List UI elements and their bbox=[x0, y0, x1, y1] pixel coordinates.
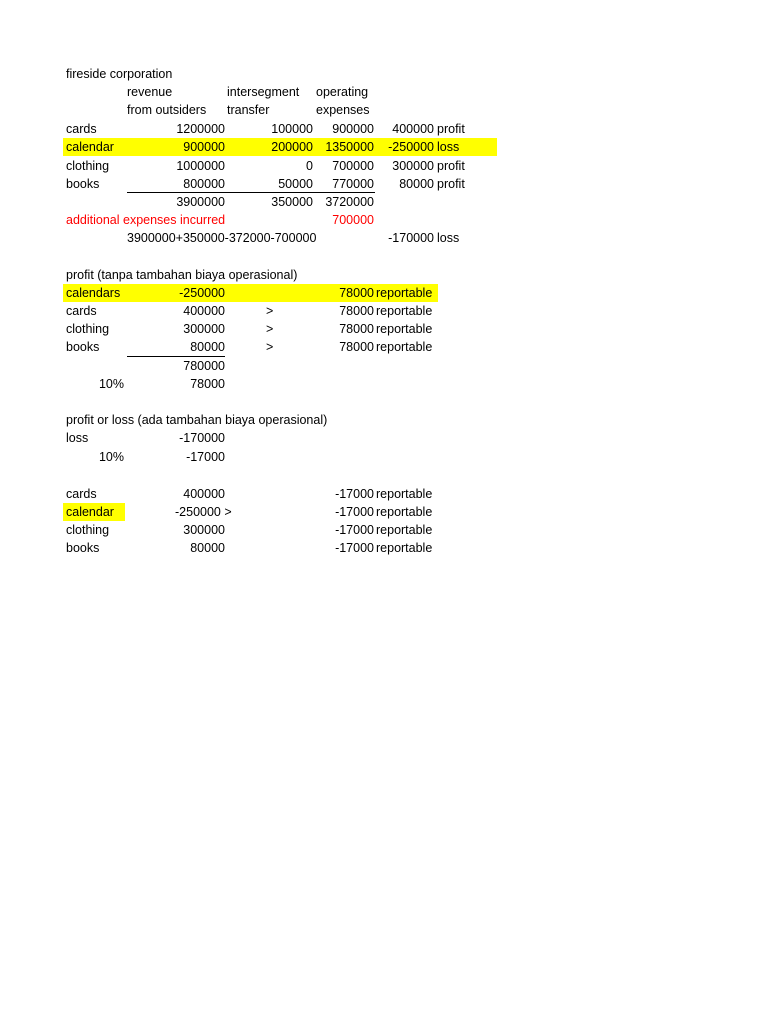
document-title: fireside corporation bbox=[66, 67, 173, 81]
section1-row-name: calendars bbox=[66, 286, 121, 300]
section1-row-value: 80000 bbox=[190, 340, 225, 354]
formula-expression: 3900000+350000-372000-700000 bbox=[127, 231, 317, 245]
section1-row-value: 400000 bbox=[183, 304, 225, 318]
segment-revenue: 800000 bbox=[183, 177, 225, 191]
segment-revenue: 1200000 bbox=[176, 122, 225, 136]
section2-row-threshold: -17000 bbox=[335, 541, 374, 555]
section1-row-name: clothing bbox=[66, 322, 110, 336]
section1-row-cmp: > bbox=[266, 304, 274, 318]
section1-row-name: cards bbox=[66, 304, 97, 318]
section2-row-threshold: -17000 bbox=[335, 505, 374, 519]
section2-pct: 10% bbox=[98, 450, 124, 464]
section1-pct-value: 78000 bbox=[190, 377, 225, 391]
section2-row-label: reportable bbox=[376, 541, 433, 555]
section2-row-label: reportable bbox=[376, 523, 433, 537]
section1-row-threshold: 78000 bbox=[339, 286, 374, 300]
section2-row-name: calendar bbox=[66, 505, 114, 519]
segment-intersegment: 100000 bbox=[271, 122, 313, 136]
segment-result-label: loss bbox=[437, 140, 460, 154]
section1-row-label: reportable bbox=[376, 304, 433, 318]
section1-total: 780000 bbox=[183, 359, 225, 373]
segment-result: 300000 bbox=[392, 159, 434, 173]
segment-revenue: 900000 bbox=[183, 140, 225, 154]
segment-result: 80000 bbox=[399, 177, 434, 191]
segment-name: cards bbox=[66, 122, 97, 136]
section1-row-cmp: > bbox=[266, 322, 274, 336]
section2-title: profit or loss (ada tambahan biaya operasional) bbox=[66, 413, 328, 427]
section1-row-value: 300000 bbox=[183, 322, 225, 336]
section1-row-threshold: 78000 bbox=[339, 304, 374, 318]
section1-row-label: reportable bbox=[376, 286, 433, 300]
section1-row-label: reportable bbox=[376, 340, 433, 354]
total-intersegment: 350000 bbox=[271, 195, 313, 209]
header-intersegment-1: intersegment bbox=[227, 85, 300, 99]
section2-row-label: reportable bbox=[376, 487, 433, 501]
segment-intersegment: 50000 bbox=[278, 177, 313, 191]
segment-revenue: 1000000 bbox=[176, 159, 225, 173]
segment-result: 400000 bbox=[392, 122, 434, 136]
segment-name: calendar bbox=[66, 140, 114, 154]
header-opex-2: expenses bbox=[316, 103, 370, 117]
segment-result-label: profit bbox=[437, 177, 465, 191]
header-revenue-2: from outsiders bbox=[127, 103, 207, 117]
section1-row-cmp: > bbox=[266, 340, 274, 354]
total-opex: 3720000 bbox=[325, 195, 374, 209]
segment-opex: 900000 bbox=[332, 122, 374, 136]
segment-name: clothing bbox=[66, 159, 110, 173]
section2-loss-value: -170000 bbox=[179, 431, 225, 445]
section2-row-threshold: -17000 bbox=[335, 487, 374, 501]
header-opex-1: operating bbox=[316, 85, 369, 99]
segment-result-label: profit bbox=[437, 159, 465, 173]
segment-intersegment: 200000 bbox=[271, 140, 313, 154]
segment-name: books bbox=[66, 177, 100, 191]
formula-result-label: loss bbox=[437, 231, 460, 245]
section2-pct-value: -17000 bbox=[186, 450, 225, 464]
section2-row-name: books bbox=[66, 541, 100, 555]
formula-result: -170000 bbox=[388, 231, 434, 245]
section2-row-value: 300000 bbox=[183, 523, 225, 537]
segment-result-label: profit bbox=[437, 122, 465, 136]
section1-row-threshold: 78000 bbox=[339, 322, 374, 336]
section2-loss-label: loss bbox=[66, 431, 89, 445]
section2-row-value: 400000 bbox=[183, 487, 225, 501]
segment-opex: 770000 bbox=[332, 177, 374, 191]
segment-opex: 700000 bbox=[332, 159, 374, 173]
section1-title: profit (tanpa tambahan biaya operasional) bbox=[66, 268, 298, 282]
segment-result: -250000 bbox=[388, 140, 434, 154]
section2-row-threshold: -17000 bbox=[335, 523, 374, 537]
section2-row-value: -250000 > bbox=[175, 505, 232, 519]
section1-pct: 10% bbox=[98, 377, 124, 391]
header-intersegment-2: transfer bbox=[227, 103, 270, 117]
total-revenue: 3900000 bbox=[176, 195, 225, 209]
additional-expenses-label: additional expenses incurred bbox=[66, 213, 226, 227]
section2-row-value: 80000 bbox=[190, 541, 225, 555]
section1-row-threshold: 78000 bbox=[339, 340, 374, 354]
section2-row-label: reportable bbox=[376, 505, 433, 519]
section1-row-label: reportable bbox=[376, 322, 433, 336]
segment-intersegment: 0 bbox=[306, 159, 313, 173]
section2-row-name: clothing bbox=[66, 523, 110, 537]
segment-opex: 1350000 bbox=[325, 140, 374, 154]
additional-expenses-value: 700000 bbox=[332, 213, 374, 227]
section1-row-value: -250000 bbox=[179, 286, 225, 300]
section2-row-name: cards bbox=[66, 487, 97, 501]
section1-row-name: books bbox=[66, 340, 100, 354]
header-revenue-1: revenue bbox=[127, 85, 173, 99]
